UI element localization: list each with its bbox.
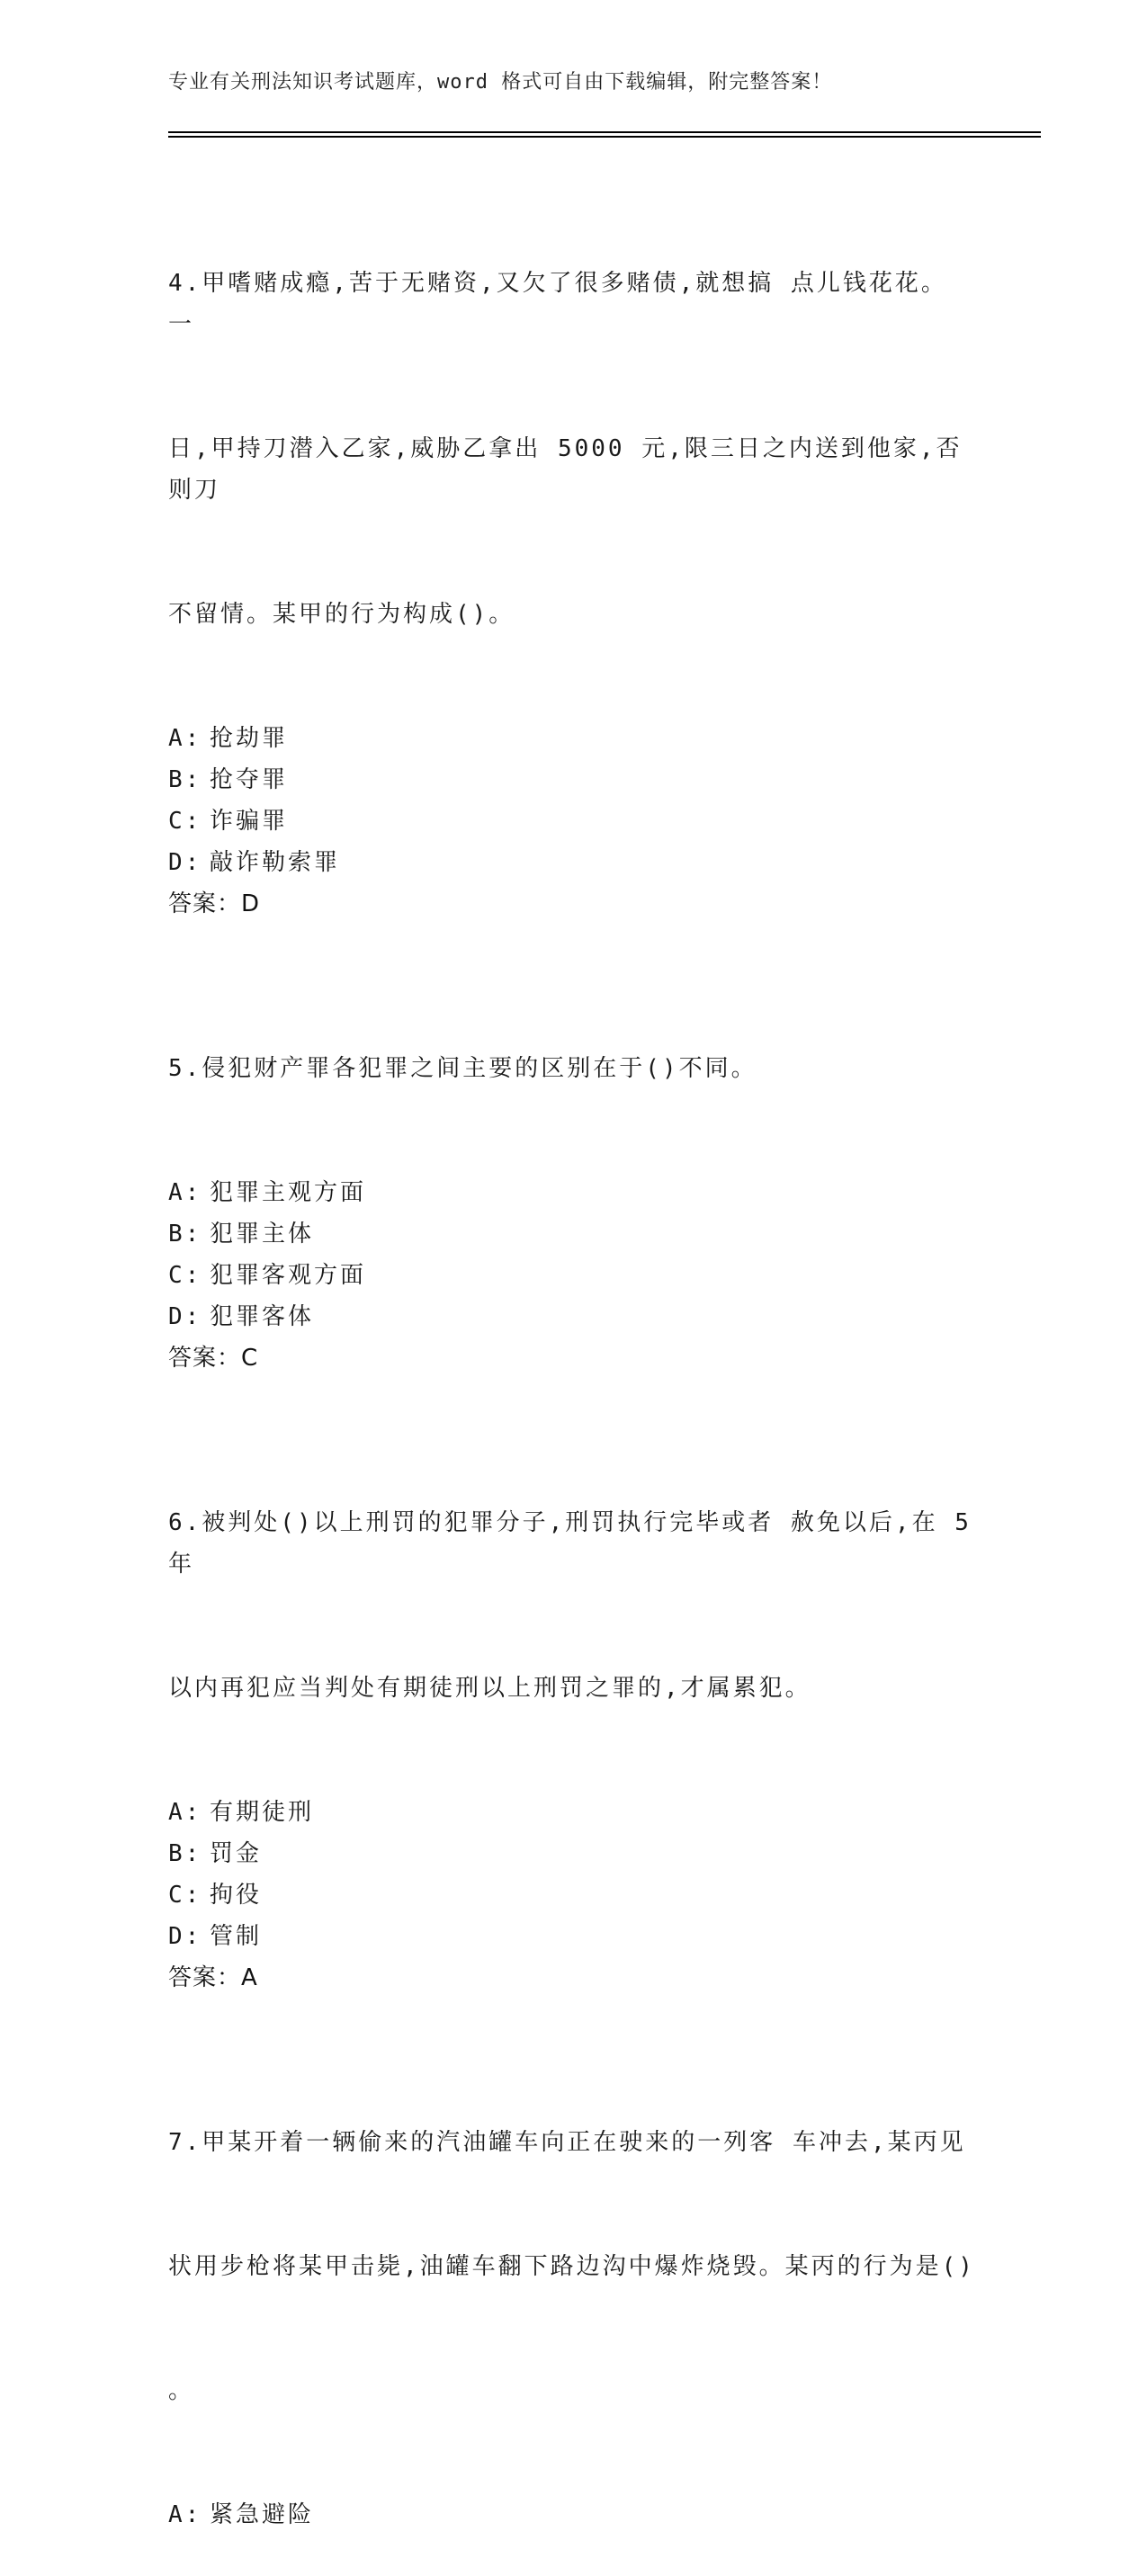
option-letter: C:	[168, 808, 202, 835]
option-text: 管制	[210, 1923, 263, 1950]
stem-line: 5.侵犯财产罪各犯罪之间主要的区别在于()不同。	[168, 1055, 757, 1082]
question-item	[168, 2039, 978, 2536]
option-d	[168, 1296, 978, 1337]
stem-line: 7.甲某开着一辆偷来的汽油罐车向正在驶来的一列客 车冲去,某丙见	[168, 2129, 966, 2156]
answer-line: 答案：D	[168, 890, 261, 917]
option-c	[168, 1255, 978, 1296]
option-letter: C:	[168, 1262, 202, 1289]
option-letter: D:	[168, 1923, 202, 1950]
option-letter: A:	[168, 2501, 202, 2528]
option-letter: D:	[168, 1303, 202, 1330]
stem-line: 。	[168, 2377, 195, 2404]
option-text: 犯罪客观方面	[210, 1262, 367, 1289]
option-text: 拘役	[210, 1882, 263, 1909]
option-text: 诈骗罪	[210, 808, 289, 835]
question-item	[168, 1419, 989, 1999]
option-letter: B:	[168, 1840, 202, 1867]
option-d	[168, 842, 978, 883]
option-letter: D:	[168, 849, 202, 876]
question-stem	[168, 1419, 989, 1792]
question-stem	[168, 2039, 978, 2494]
option-letter: B:	[168, 766, 202, 793]
question-stem	[168, 965, 978, 1172]
question-list	[168, 180, 989, 2576]
option-b	[168, 1833, 978, 1874]
option-text: 有期徒刑	[210, 1799, 315, 1826]
option-a	[168, 1172, 978, 1213]
option-text: 抢劫罪	[210, 725, 289, 752]
option-letter: C:	[168, 1882, 202, 1909]
option-a	[168, 1792, 978, 1833]
header-divider-secondary	[168, 136, 1041, 138]
option-text: 敲诈勒索罪	[210, 849, 341, 876]
stem-line: 状用步枪将某甲击毙,油罐车翻下路边沟中爆炸烧毁。某丙的行为是()	[168, 2253, 975, 2280]
stem-line: 以内再犯应当判处有期徒刑以上刑罚之罪的,才属累犯。	[168, 1675, 811, 1702]
option-a	[168, 2494, 978, 2536]
question-item	[168, 180, 978, 925]
option-text: 罚金	[210, 1840, 263, 1867]
question-stem	[168, 180, 978, 718]
answer-line: 答案：A	[168, 1964, 258, 1991]
option-letter: B:	[168, 1221, 202, 1248]
option-text: 抢夺罪	[210, 766, 289, 793]
header-divider	[168, 131, 1041, 133]
option-d	[168, 1916, 978, 1957]
option-c	[168, 801, 978, 842]
option-text: 犯罪主体	[210, 1221, 315, 1248]
stem-line: 6.被判处()以上刑罚的犯罪分子,刑罚执行完毕或者 赦免以后,在 5 年	[168, 1509, 989, 1578]
option-b	[168, 1213, 978, 1255]
answer-line: 答案：C	[168, 1345, 259, 1372]
option-text: 犯罪主观方面	[210, 1179, 367, 1206]
question-item	[168, 965, 978, 1379]
option-a	[168, 718, 978, 759]
stem-line: 日,甲持刀潜入乙家,威胁乙拿出 5000 元,限三日之内送到他家,否则刀	[168, 435, 963, 504]
option-b	[168, 759, 978, 801]
option-letter: A:	[168, 725, 202, 752]
option-text: 犯罪客体	[210, 1303, 315, 1330]
stem-line: 不留情。某甲的行为构成()。	[168, 601, 515, 628]
option-text: 紧急避险	[210, 2501, 315, 2528]
option-c	[168, 1874, 978, 1916]
stem-line: 4.甲嗜赌成瘾,苦于无赌资,又欠了很多赌债,就想搞 点儿钱花花。 一	[168, 270, 964, 338]
option-letter: A:	[168, 1179, 202, 1206]
page-header: 专业有关刑法知识考试题库，word 格式可自由下载编辑，附完整答案！	[168, 71, 833, 94]
option-letter: A:	[168, 1799, 202, 1826]
